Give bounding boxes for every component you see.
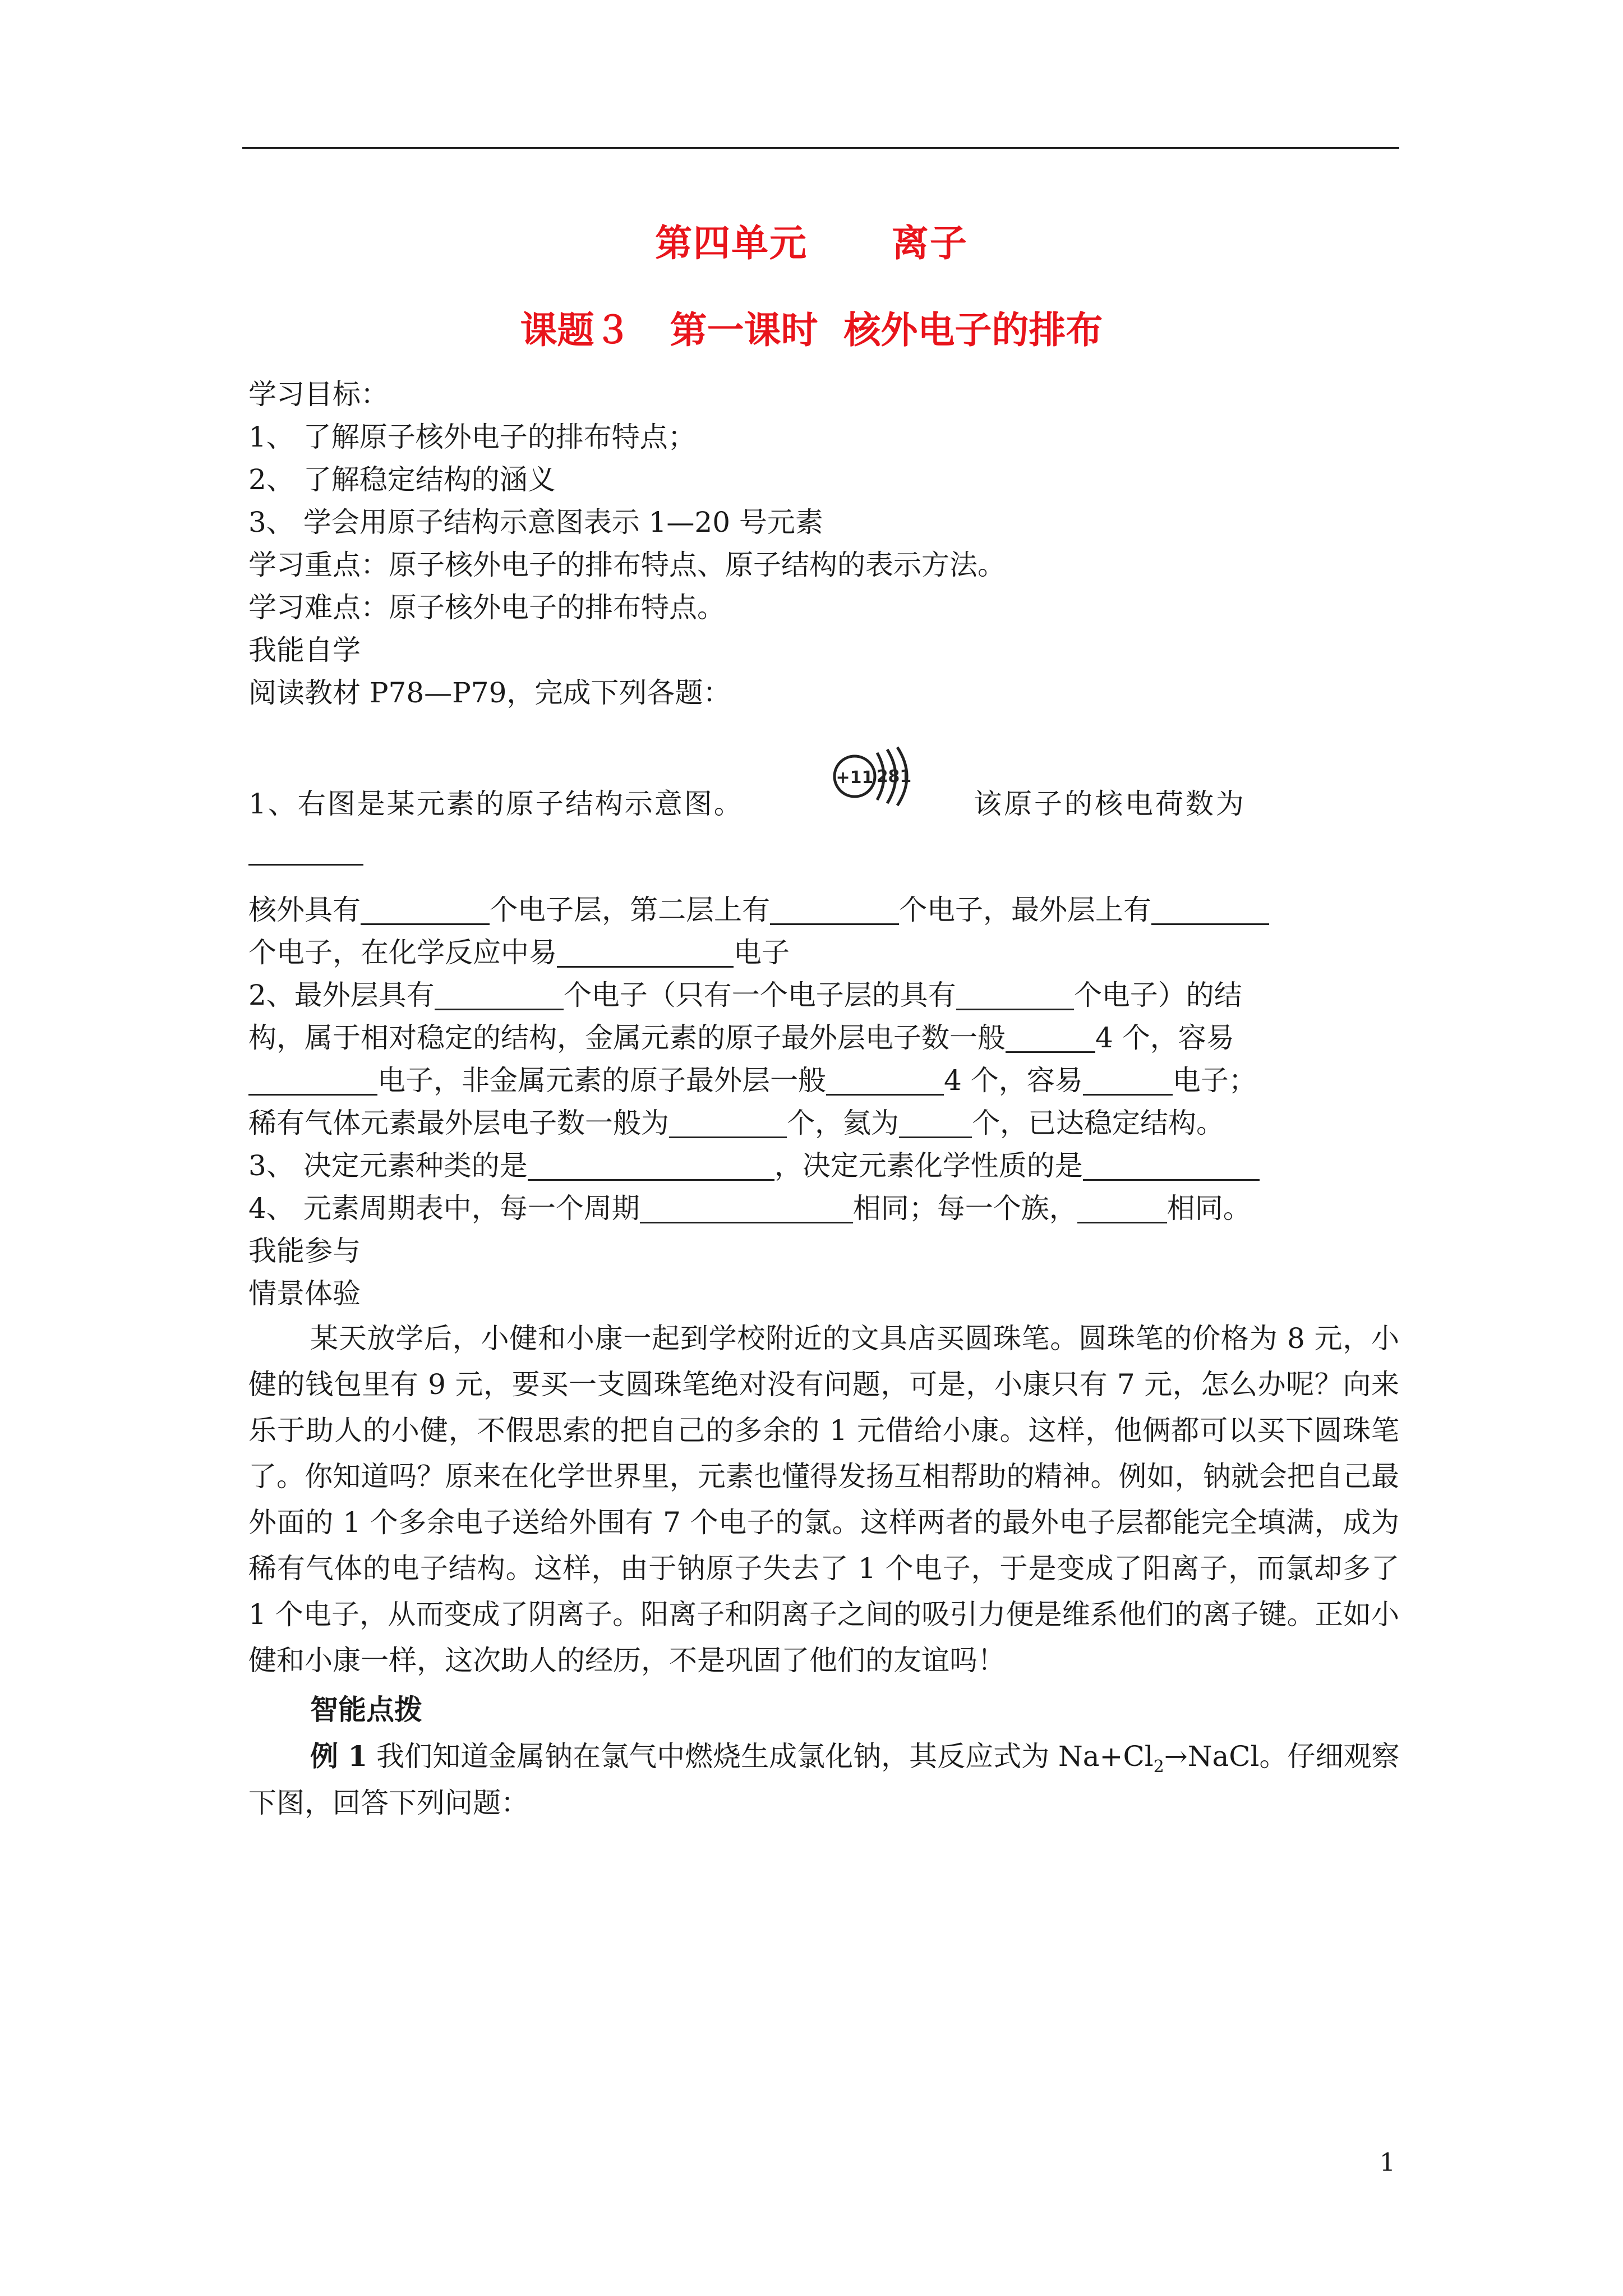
q1-suffix: 该原子的核电荷数为 — [974, 788, 1246, 820]
objective-item: 1、 了解原子核外电子的排布特点； — [248, 421, 696, 453]
q2-line1: 2、最外层具有 个电子（只有一个电子层的具有 个电子）的结 — [248, 979, 1242, 1011]
answer-blank[interactable] — [956, 979, 1074, 1010]
answer-blank[interactable] — [1083, 1150, 1260, 1181]
answer-blank[interactable] — [528, 1150, 774, 1181]
atom-structure-diagram — [830, 745, 914, 808]
answer-blank[interactable] — [557, 937, 734, 968]
q2-line2: 构，属于相对稳定的结构，金属元素的原子最外层电子数一般 4 个，容易 — [248, 1022, 1234, 1054]
q4-line: 4、 元素周期表中，每一个周期 相同；每一个族， 相同。 — [248, 1192, 1251, 1225]
self-study-heading: 我能自学 — [248, 634, 361, 666]
answer-blank[interactable] — [248, 1065, 377, 1096]
answer-blank[interactable] — [640, 1193, 853, 1223]
answer-blank[interactable] — [361, 894, 490, 925]
header-rule — [242, 147, 1399, 149]
answer-blank[interactable] — [826, 1065, 944, 1096]
q2-line3: 电子，非金属元素的原子最外层一般 4 个，容易 电子； — [248, 1059, 1257, 1102]
difficulty: 学习难点：原子核外电子的排布特点。 — [248, 591, 725, 624]
reading-instruction: 阅读教材 P78—P79，完成下列各题： — [248, 677, 731, 709]
answer-blank[interactable] — [1083, 1065, 1173, 1096]
lesson-title: 课题３ 第一课时 核外电子的排布 — [520, 309, 1103, 352]
story-paragraph: 某天放学后，小健和小康一起到学校附近的文具店买圆珠笔。圆珠笔的价格为 8 元，小健的钱包里有 9 元，要买一支圆珠笔绝对没有问题，可是，小康只有 7 元，怎么办呢？向来乐于助人的小健，不假思索的把自己的多余的 1 元借给小康。这样，他俩都可以买下圆珠笔了。你知道吗？原来在化学世界里，元素也懂得发扬互相帮助的精神。例如，钠就会把自己最外面的 1 个多余电子送给外围有 7 个电子的氯。这样两者的最外电子层都能完全填满，成为稀有气体的电子结构。这样，由于钠原子失去了 1 个电子，于是变成了阳离子，而氯却多了 1 个电子，从而变成了阴离子。阳离子和阴离子之间的吸引力便是维系他们的离子键。正如小健和小康一样，这次助人的经历，不是巩固了他们的友谊吗！ — [248, 1322, 1399, 1677]
q1-line2: 核外具有 个电子层，第二层上有 个电子，最外层上有 — [248, 889, 1269, 931]
page-number: 1 — [1380, 2148, 1395, 2177]
guidance-heading: 智能点拨 — [310, 1693, 422, 1726]
unit-title: 第四单元 离子 — [655, 222, 968, 265]
shell-electrons: 281 — [876, 767, 912, 786]
answer-blank[interactable] — [1077, 1193, 1167, 1223]
answer-blank[interactable] — [1006, 1022, 1095, 1053]
nucleus-charge: +11 — [836, 768, 874, 788]
scene-heading: 情景体验 — [248, 1277, 361, 1310]
key-point: 学习重点：原子核外电子的排布特点、原子结构的表示方法。 — [248, 549, 1006, 581]
example-1: 例 1 我们知道金属钠在氯气中燃烧生成氯化钠，其反应式为 $Na+Cl_2\to NaCl$。仔细观察 — [310, 1740, 1400, 1777]
participate-heading: 我能参与 — [248, 1235, 361, 1267]
q2-line4: 稀有气体元素最外层电子数一般为 个，氦为 个，已达稳定结构。 — [248, 1107, 1224, 1139]
q1-prefix: 1、右图是某元素的原子结构示意图。 — [248, 788, 744, 820]
example-1-line2: 下图，回答下列问题： — [248, 1787, 529, 1819]
answer-blank[interactable] — [669, 1107, 787, 1138]
objective-item: 2、 了解稳定结构的涵义 — [248, 463, 556, 496]
answer-blank[interactable] — [435, 979, 564, 1010]
objective-item: 3、 学会用原子结构示意图表示 1—20 号元素 — [248, 506, 823, 539]
q1-blank-line — [248, 829, 363, 872]
answer-blank[interactable] — [899, 1107, 972, 1138]
answer-blank[interactable] — [1151, 894, 1269, 925]
answer-blank[interactable] — [770, 894, 899, 925]
objectives-heading: 学习目标： — [248, 378, 389, 411]
answer-blank[interactable] — [248, 835, 363, 866]
q1-line3: 个电子，在化学反应中易 电子 — [248, 936, 790, 969]
q3-line: 3、 决定元素种类的是 ，决定元素化学性质的是 — [248, 1144, 1260, 1187]
